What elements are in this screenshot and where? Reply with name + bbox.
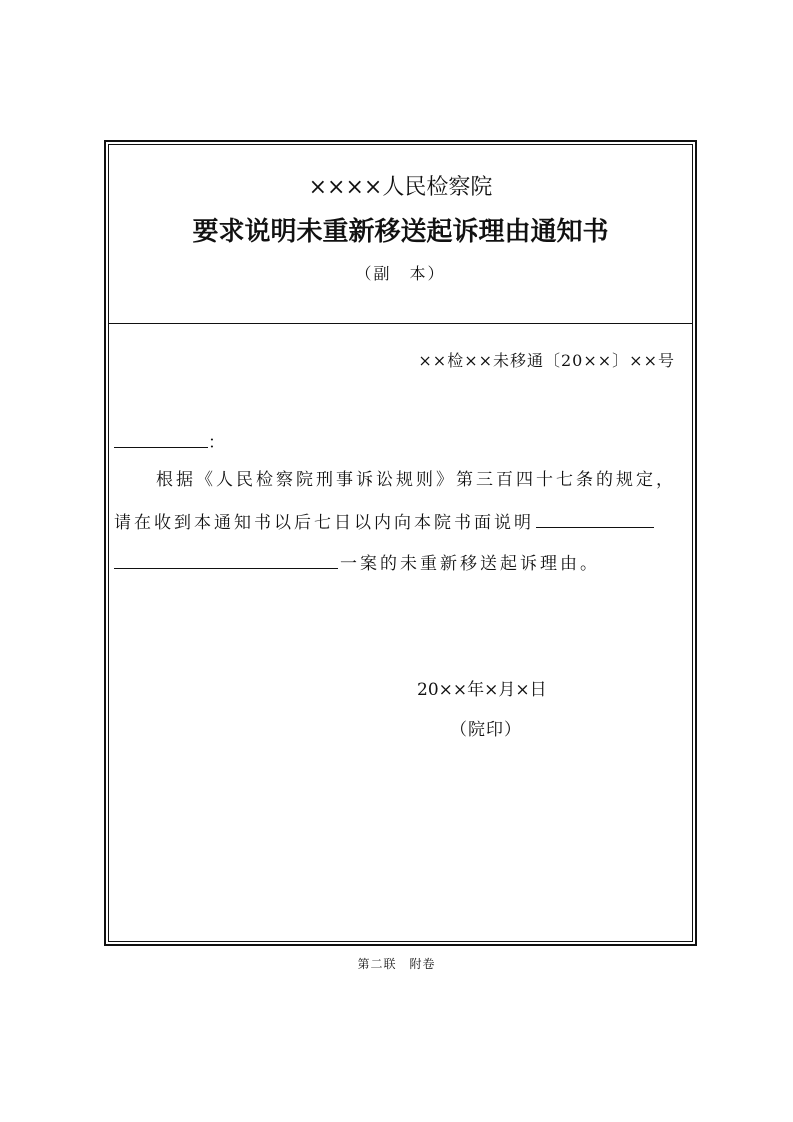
addressee-line xyxy=(114,428,225,453)
body-line-2 xyxy=(114,508,654,533)
body-line-1: 根据《人民检察院刑事诉讼规则》第三百四十七条的规定， xyxy=(156,470,676,490)
copy-label: （副 本） xyxy=(355,264,446,283)
header-divider xyxy=(108,323,693,324)
body-line-3-text: 一案的未重新移送起诉理由。 xyxy=(340,554,600,574)
addressee-blank xyxy=(114,431,208,448)
body-line-3 xyxy=(114,548,600,574)
addressee-colon: ： xyxy=(208,433,225,453)
organization-name: ××××人民检察院 xyxy=(308,175,493,200)
case-name-blank-1 xyxy=(536,509,654,528)
case-name-blank-2 xyxy=(114,548,338,569)
document-number: ××检××未移通〔20××〕××号 xyxy=(418,351,675,370)
issue-date: 20××年×月×日 xyxy=(417,680,547,700)
document-title: 要求说明未重新移送起诉理由通知书 xyxy=(192,217,609,247)
seal-label: （院印） xyxy=(450,720,522,740)
copy-footer-label: 第二联 附卷 xyxy=(357,957,436,971)
body-line-2-text: 请在收到本通知书以后七日以内向本院书面说明 xyxy=(114,513,534,533)
